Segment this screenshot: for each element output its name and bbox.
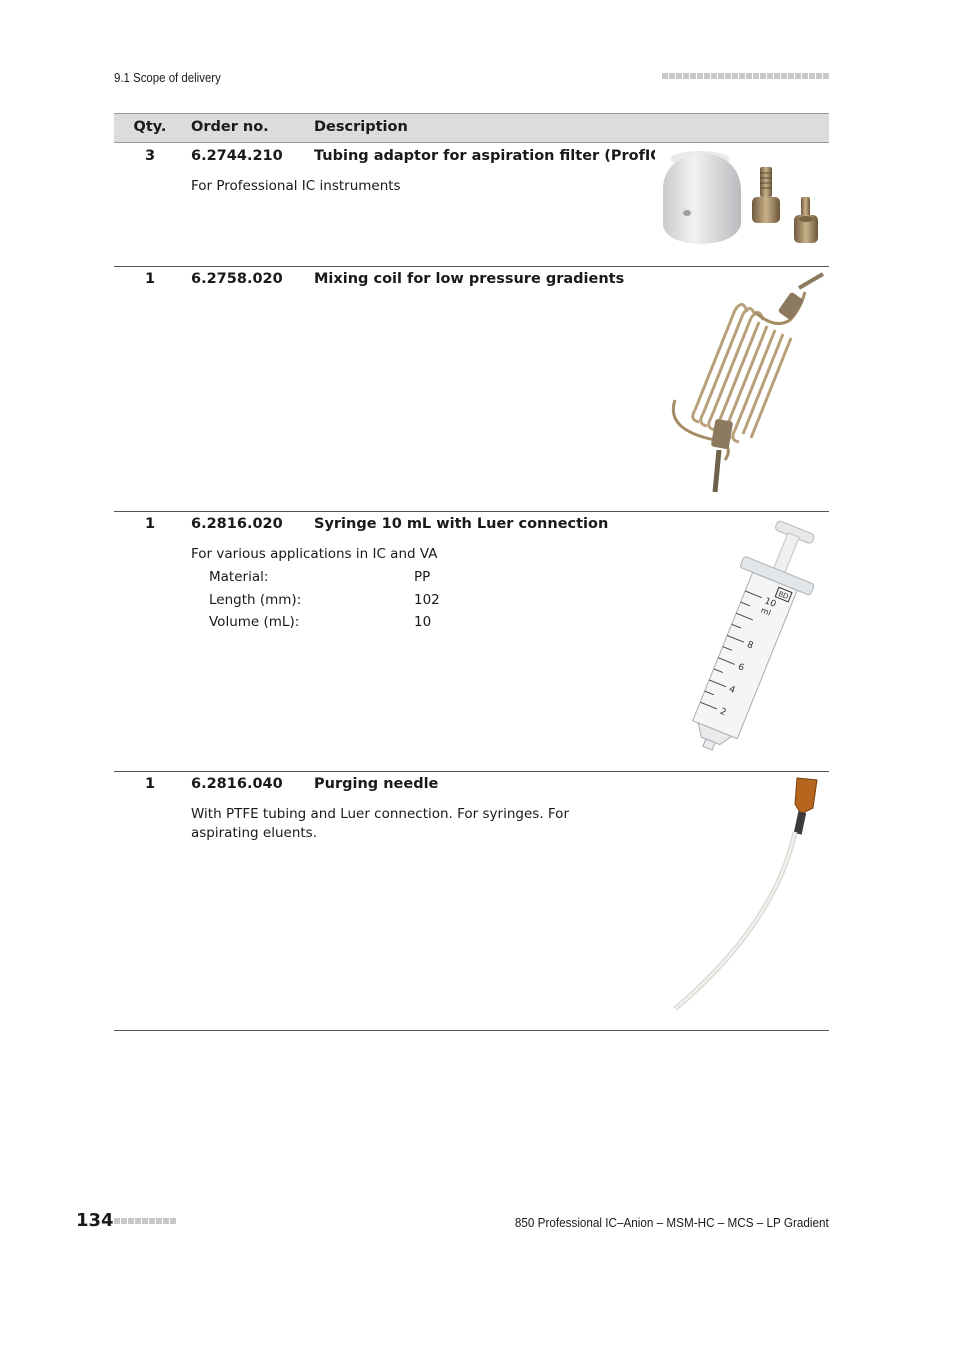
row-2-order-no: 6.2758.020 bbox=[191, 271, 283, 287]
tubing-adaptor-image bbox=[655, 147, 830, 252]
header-dot-bar bbox=[662, 73, 829, 79]
purging-needle-image bbox=[655, 774, 830, 1019]
column-header-qty: Qty. bbox=[133, 119, 167, 135]
row-divider-3 bbox=[114, 771, 829, 772]
row-1-name: Tubing adaptor for aspiration filter (ProfIC) bbox=[314, 148, 668, 164]
syringe-image bbox=[655, 514, 830, 754]
syringe-scale-label-8: 8 bbox=[745, 639, 755, 652]
row-2-qty: 1 bbox=[144, 271, 156, 287]
row-2-name: Mixing coil for low pressure gradients bbox=[314, 271, 625, 287]
mixing-coil-image bbox=[655, 270, 830, 500]
syringe-scale-label-6: 6 bbox=[736, 662, 746, 674]
row-3-name: Syringe 10 mL with Luer connection bbox=[314, 516, 609, 532]
syringe-scale-label-2: 2 bbox=[718, 706, 728, 719]
spec-material-label: Material: bbox=[209, 569, 269, 585]
row-1-qty: 3 bbox=[144, 148, 156, 164]
page-number: 134 bbox=[76, 1210, 114, 1231]
document-title: 850 Professional IC–Anion – MSM-HC – MCS – LP Gradient bbox=[515, 1215, 829, 1230]
row-divider-4 bbox=[114, 1030, 829, 1031]
row-1-description: For Professional IC instruments bbox=[191, 178, 401, 194]
row-divider-2 bbox=[114, 511, 829, 512]
footer-dot-bar bbox=[114, 1218, 176, 1224]
spec-length-value: 102 bbox=[414, 592, 440, 608]
row-3-qty: 1 bbox=[144, 516, 156, 532]
spec-volume-value: 10 bbox=[414, 614, 432, 630]
row-4-name: Purging needle bbox=[314, 776, 439, 792]
row-4-order-no: 6.2816.040 bbox=[191, 776, 283, 792]
row-1-order-no: 6.2744.210 bbox=[191, 148, 283, 164]
table-header bbox=[114, 113, 829, 143]
spec-length-label: Length (mm): bbox=[209, 592, 302, 608]
column-header-description: Description bbox=[314, 119, 408, 135]
row-divider-1 bbox=[114, 266, 829, 267]
syringe-scale-label-4: 4 bbox=[727, 684, 737, 696]
spec-volume-label: Volume (mL): bbox=[209, 614, 300, 630]
row-4-qty: 1 bbox=[144, 776, 156, 792]
syringe-brand-logo: BD bbox=[777, 589, 790, 602]
syringe-scale-label-10: 10 bbox=[762, 596, 778, 610]
section-title: 9.1 Scope of delivery bbox=[114, 70, 221, 85]
row-4-description: With PTFE tubing and Luer connection. For syringes. For aspirating eluents. bbox=[191, 806, 569, 841]
row-3-order-no: 6.2816.020 bbox=[191, 516, 283, 532]
row-3-description: For various applications in IC and VA bbox=[191, 546, 438, 562]
syringe-unit-label: ml bbox=[759, 605, 773, 618]
spec-material-value: PP bbox=[414, 569, 431, 585]
column-header-order-no: Order no. bbox=[191, 119, 269, 135]
